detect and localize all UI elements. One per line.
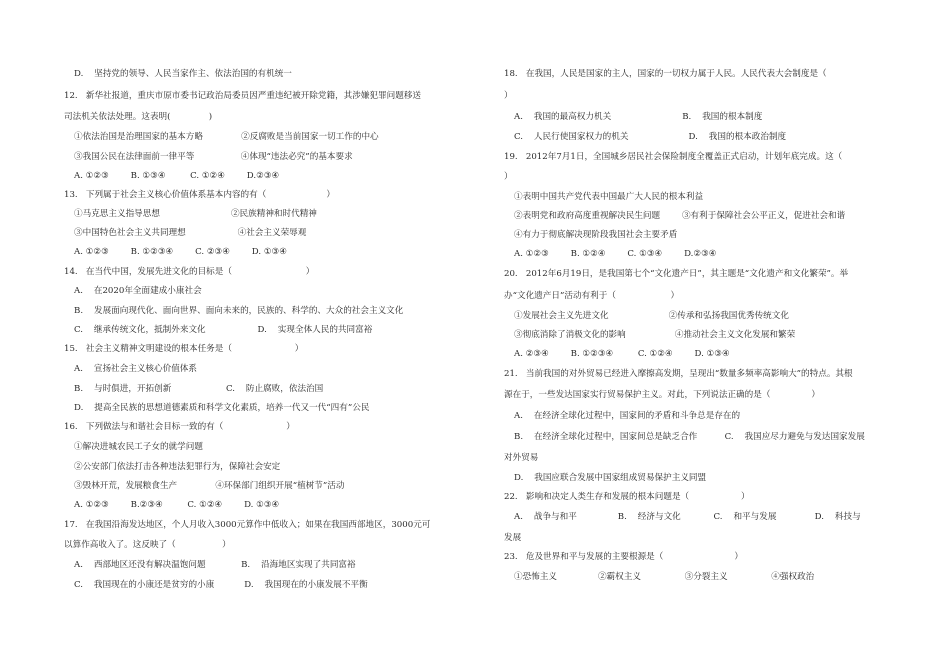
left-line: D. 提高全民族的思想道德素质和科学文化素质，培养一代又一代“四有”公民 [74, 403, 370, 413]
right-line: D. 我国应联合发展中国家组成贸易保护主义同盟 [514, 473, 707, 483]
right-line: B. 在经济全球化过程中，国家间总是缺乏合作 C. 我国应尽力避免与发达国家发展 [514, 432, 865, 442]
left-line: ③我国公民在法律面前一律平等 ④体现“违法必究”的基本要求 [74, 152, 353, 162]
right-line: A. 战争与和平 B. 经济与文化 C. 和平与发展 D. 科技与 [514, 512, 861, 522]
question-12-line: 12. 新华社报道，重庆市原市委书记政治局委员因严重违纪被开除党籍，其涉嫌犯罪问题移送 [64, 91, 422, 101]
right-line: 发展 [504, 533, 522, 543]
right-line: 对外贸易 [504, 453, 539, 463]
right-line: ①发展社会主义先进文化 ②传承和弘扬我国优秀传统文化 [514, 311, 789, 321]
right-line: A. 在经济全球化过程中，国家间的矛盾和斗争总是存在的 [514, 411, 741, 421]
right-line: ③彻底消除了消极文化的影响 ④推动社会主义文化发展和繁荣 [514, 330, 796, 340]
left-line: ①解决进城农民工子女的就学问题 [74, 442, 203, 452]
question-23-line: 23. 危及世界和平与发展的主要根源是（ ） [504, 552, 743, 562]
question-21-line: 21. 当前我国的对外贸易已经进入摩擦高发期，呈现出“数量多频率高影响大”的特点。其根 [504, 369, 853, 379]
left-line: ①马克思主义指导思想 ②民族精神和时代精神 [74, 209, 317, 219]
question-13-line: 13. 下列属于社会主义核心价值体系基本内容的有（ ） [64, 190, 336, 200]
question-14-line: 14. 在当代中国，发展先进文化的目标是（ ） [64, 267, 315, 277]
right-line: A. ①②③ B. ①②④ C. ①③④ D.②③④ [514, 249, 717, 259]
question-16-line: 16. 下列做法与和谐社会目标一致的有（ ） [64, 422, 295, 432]
right-line: ②表明党和政府高度重视解决民生问题 ③有利于保障社会公平正义，促进社会和谐 [514, 211, 846, 221]
right-line: ④有力于彻底解决现阶段我国社会主要矛盾 [514, 230, 678, 240]
left-line: 以算作高收入了。这反映了（ ） [64, 540, 231, 550]
right-line: 源在于，一些发达国家实行贸易保护主义。对此，下列说法正确的是（ ） [504, 390, 820, 400]
left-line: C. 我国现在的小康还是贫穷的小康 D. 我国现在的小康发展不平衡 [74, 580, 368, 590]
right-line: 办“文化遗产日”活动有利于（ ） [504, 291, 680, 301]
left-line: ②公安部门依法打击各种违法犯罪行为，保障社会安定 [74, 462, 281, 472]
question-22-line: 22. 影响和决定人类生存和发展的根本问题是（ ） [504, 492, 750, 502]
question-19-line: 19. 2012年7月1日，全国城乡居民社会保险制度全覆盖正式启动，计划年底完成。这（ [504, 152, 843, 162]
left-line: B. 与时俱进，开拓创新 C. 防止腐败，依法治国 [74, 384, 324, 394]
left-line: ③中国特色社会主义共同理想 ④社会主义荣辱观 [74, 228, 307, 238]
left-line: 司法机关依法处理。这表明( ) [64, 112, 213, 122]
right-line: ①表明中国共产党代表中国最广大人民的根本利益 [514, 192, 704, 202]
left-line: A. 西部地区还没有解决温饱问题 B. 沿海地区实现了共同富裕 [74, 560, 356, 570]
left-line: A. ①②③ B.②③④ C. ①②④ D. ①③④ [74, 500, 280, 510]
right-line: ①恐怖主义 ②霸权主义 ③分裂主义 ④强权政治 [514, 572, 815, 582]
left-line: D. 坚持党的领导、人民当家作主、依法治国的有机统一 [74, 69, 292, 79]
left-line: A. 在2020年全面建成小康社会 [74, 286, 202, 296]
left-line: A. ①②③ B. ①②③④ C. ②③④ D. ①③④ [74, 247, 287, 257]
right-line: A. ②③④ B. ①②③④ C. ①②④ D. ①③④ [514, 349, 730, 359]
question-15-line: 15. 社会主义精神文明建设的根本任务是（ ） [64, 344, 304, 354]
left-line: ①依法治国是治理国家的基本方略 ②反腐败是当前国家一切工作的中心 [74, 132, 379, 142]
question-17-line: 17. 在我国沿海发达地区，个人月收入3000元算作中低收入；如果在我国西部地区，3000元可 [64, 520, 431, 530]
question-20-line: 20. 2012年6月19日，是我国第七个“文化遗产日”，其主题是“文化遗产和文化繁荣”。举 [504, 269, 849, 279]
right-line: ） [504, 91, 513, 101]
left-line: A. ①②③ B. ①③④ C. ①②④ D.②③④ [74, 171, 280, 181]
right-line: ） [504, 172, 513, 182]
left-line: ③毁林开荒，发展粮食生产 ④环保部门组织开展“植树节”活动 [74, 481, 345, 491]
left-line: C. 继承传统文化，抵制外来文化 D. 实现全体人民的共同富裕 [74, 325, 373, 335]
right-line: A. 我国的最高权力机关 B. 我国的根本制度 [514, 112, 763, 122]
left-line: A. 宣扬社会主义核心价值体系 [74, 364, 197, 374]
question-18-line: 18. 在我国，人民是国家的主人，国家的一切权力属于人民。人民代表大会制度是（ [504, 69, 827, 79]
left-line: B. 发展面向现代化、面向世界、面向未来的，民族的、科学的、大众的社会主义文化 [74, 306, 404, 316]
right-line: C. 人民行使国家权力的机关 D. 我国的根本政治制度 [514, 132, 787, 142]
